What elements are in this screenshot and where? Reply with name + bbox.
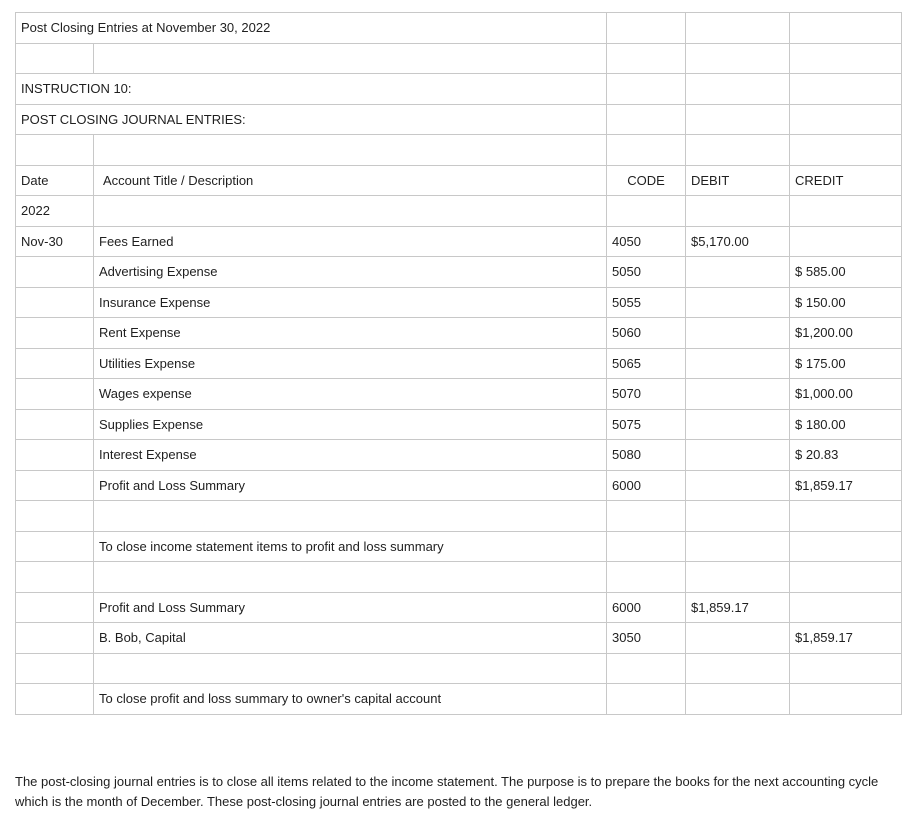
table-row [16, 318, 902, 349]
credit-amount: $ 175.00 [790, 348, 902, 379]
account-code: 5050 [607, 257, 686, 288]
page-title: Post Closing Entries at November 30, 2022 [16, 13, 607, 44]
empty-cell [16, 684, 94, 715]
explanatory-note: The post-closing journal entries is to close all items related to the income statement. The purpose is to prepare the books for the next accounting cycle which is the month of December. These post-closing journal entries are posted to the general ledger. [15, 774, 879, 809]
account-code: 6000 [607, 470, 686, 501]
account-title: Utilities Expense [94, 348, 607, 379]
section-subtitle: POST CLOSING JOURNAL ENTRIES: [16, 104, 607, 135]
blank-row [16, 501, 902, 532]
account-code: 6000 [607, 592, 686, 623]
account-title: Profit and Loss Summary [94, 470, 607, 501]
instruction-row [16, 74, 902, 105]
credit-amount: $1,859.17 [790, 470, 902, 501]
credit-amount: $1,000.00 [790, 379, 902, 410]
header-credit: CREDIT [790, 165, 902, 196]
debit-amount [686, 257, 790, 288]
empty-cell [16, 531, 94, 562]
empty-cell [790, 653, 902, 684]
debit-amount [686, 287, 790, 318]
credit-amount: $1,200.00 [790, 318, 902, 349]
empty-cell [94, 653, 607, 684]
empty-cell [686, 562, 790, 593]
empty-cell [607, 684, 686, 715]
account-title: Interest Expense [94, 440, 607, 471]
credit-amount: $ 20.83 [790, 440, 902, 471]
date-cell [16, 257, 94, 288]
account-code: 5075 [607, 409, 686, 440]
empty-cell [790, 531, 902, 562]
header-row [16, 165, 902, 196]
subtitle-row [16, 104, 902, 135]
date-cell [16, 440, 94, 471]
debit-amount: $5,170.00 [686, 226, 790, 257]
date-cell [16, 623, 94, 654]
date-cell [16, 348, 94, 379]
table-row [16, 623, 902, 654]
debit-amount [686, 318, 790, 349]
date-cell [16, 379, 94, 410]
date-cell [16, 470, 94, 501]
debit-amount [686, 379, 790, 410]
debit-amount: $1,859.17 [686, 592, 790, 623]
header-code: CODE [607, 165, 686, 196]
empty-cell [607, 501, 686, 532]
table-row [16, 257, 902, 288]
account-title: Advertising Expense [94, 257, 607, 288]
date-cell [16, 592, 94, 623]
account-title: Wages expense [94, 379, 607, 410]
debit-amount [686, 470, 790, 501]
credit-amount: $ 585.00 [790, 257, 902, 288]
date-cell [16, 409, 94, 440]
credit-amount: $1,859.17 [790, 623, 902, 654]
empty-cell [16, 653, 94, 684]
table-row [16, 440, 902, 471]
debit-amount [686, 348, 790, 379]
table-row [16, 226, 902, 257]
account-title: Supplies Expense [94, 409, 607, 440]
year-cell: 2022 [16, 196, 94, 227]
blank-row [16, 562, 902, 593]
table-row [16, 379, 902, 410]
header-date: Date [16, 165, 94, 196]
blank-row [16, 653, 902, 684]
table-row [16, 409, 902, 440]
title-row [16, 13, 902, 44]
account-code: 5080 [607, 440, 686, 471]
empty-cell [94, 501, 607, 532]
table-row [16, 287, 902, 318]
account-code: 3050 [607, 623, 686, 654]
table-row [16, 470, 902, 501]
date-cell [16, 318, 94, 349]
explanation-row [16, 684, 902, 715]
account-title: Rent Expense [94, 318, 607, 349]
debit-amount [686, 623, 790, 654]
header-desc: Account Title / Description [94, 165, 607, 196]
account-code: 5060 [607, 318, 686, 349]
date-cell [16, 287, 94, 318]
empty-cell [790, 562, 902, 593]
entry-explanation: To close profit and loss summary to owner's capital account [94, 684, 607, 715]
date-cell: Nov-30 [16, 226, 94, 257]
credit-amount: $ 150.00 [790, 287, 902, 318]
account-code: 5070 [607, 379, 686, 410]
entry-explanation: To close income statement items to profit and loss summary [94, 531, 607, 562]
empty-cell [607, 531, 686, 562]
empty-cell [686, 501, 790, 532]
empty-cell [790, 501, 902, 532]
year-row [16, 196, 902, 227]
account-title: Fees Earned [94, 226, 607, 257]
empty-cell [94, 562, 607, 593]
empty-cell [686, 531, 790, 562]
credit-amount [790, 592, 902, 623]
account-title: Profit and Loss Summary [94, 592, 607, 623]
empty-cell [790, 684, 902, 715]
credit-amount [790, 226, 902, 257]
empty-cell [607, 653, 686, 684]
account-code: 5065 [607, 348, 686, 379]
table-row [16, 592, 902, 623]
credit-amount: $ 180.00 [790, 409, 902, 440]
debit-amount [686, 409, 790, 440]
account-code: 4050 [607, 226, 686, 257]
account-code: 5055 [607, 287, 686, 318]
empty-cell [16, 562, 94, 593]
explanation-row [16, 531, 902, 562]
empty-cell [607, 562, 686, 593]
table-row [16, 348, 902, 379]
debit-amount [686, 440, 790, 471]
instruction-label: INSTRUCTION 10: [16, 74, 607, 105]
account-title: Insurance Expense [94, 287, 607, 318]
empty-cell [686, 684, 790, 715]
empty-cell [686, 653, 790, 684]
empty-cell [16, 501, 94, 532]
header-debit: DEBIT [686, 165, 790, 196]
journal-table [15, 12, 902, 715]
account-title: B. Bob, Capital [94, 623, 607, 654]
